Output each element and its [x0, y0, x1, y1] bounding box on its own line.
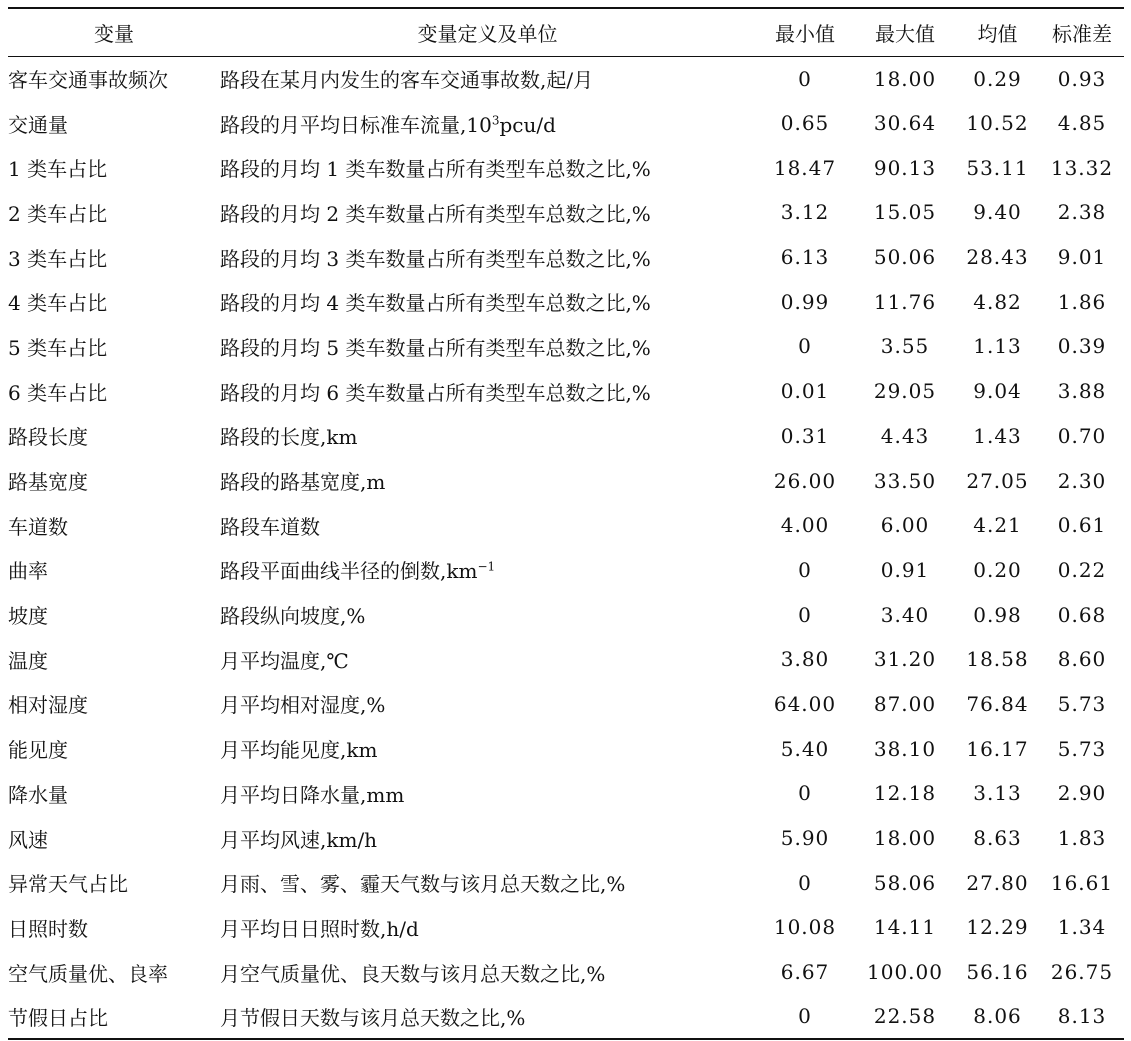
- cell-sd: 2.90: [1057, 781, 1107, 806]
- cell-max: 6.00: [880, 513, 930, 538]
- cell-variable: 空气质量优、良率: [8, 961, 168, 986]
- cell-max: 31.20: [873, 647, 937, 672]
- header-min: 最小值: [755, 8, 855, 56]
- table-row: [8, 950, 1124, 995]
- cell-sd: 5.73: [1057, 736, 1107, 761]
- cell-sd: 0.39: [1057, 334, 1107, 359]
- cell-variable: 4 类车占比: [8, 291, 108, 316]
- cell-mean: 1.13: [973, 334, 1022, 359]
- cell-definition: 路段的路基宽度,m: [220, 470, 386, 495]
- cell-sd: 1.86: [1057, 289, 1107, 314]
- cell-max: 14.11: [873, 915, 937, 940]
- cell-definition: 路段车道数: [220, 514, 320, 539]
- cell-variable: 路段长度: [8, 425, 88, 450]
- cell-sd: 9.01: [1057, 245, 1107, 270]
- cell-mean: 0.98: [973, 602, 1022, 627]
- table-row: [8, 324, 1124, 369]
- table-body: [8, 56, 1124, 1039]
- cell-mean: 16.17: [966, 736, 1029, 761]
- table-row: [8, 101, 1124, 146]
- cell-mean: 28.43: [966, 245, 1029, 270]
- cell-definition: 月平均相对湿度,%: [220, 693, 386, 718]
- cell-min: 10.08: [773, 915, 837, 940]
- table-row: [8, 592, 1124, 637]
- cell-max: 0.91: [880, 557, 930, 582]
- cell-variable: 交通量: [8, 112, 68, 137]
- table-row: [8, 369, 1124, 414]
- cell-variable: 能见度: [8, 738, 68, 763]
- cell-variable: 3 类车占比: [8, 246, 108, 271]
- cell-min: 3.80: [780, 647, 830, 672]
- cell-sd: 4.85: [1057, 111, 1107, 136]
- cell-definition: 月平均日降水量,mm: [220, 782, 405, 807]
- cell-mean: 8.63: [973, 826, 1022, 851]
- cell-max: 90.13: [873, 155, 937, 180]
- cell-variable: 温度: [8, 648, 48, 673]
- cell-max: 38.10: [873, 736, 937, 761]
- cell-max: 12.18: [873, 781, 937, 806]
- cell-variable: 降水量: [8, 782, 68, 807]
- cell-max: 87.00: [873, 691, 937, 716]
- cell-definition: 路段纵向坡度,%: [220, 604, 366, 629]
- cell-max: 30.64: [873, 111, 937, 136]
- table-row: [8, 905, 1124, 950]
- cell-min: 0: [798, 557, 812, 582]
- table-row: [8, 637, 1124, 682]
- cell-definition: 月雨、雪、雾、霾天气数与该月总天数之比,%: [220, 872, 626, 897]
- definition-text: 路段的月平均日标准车流量,10: [220, 112, 492, 137]
- cell-sd: 0.22: [1057, 557, 1107, 582]
- cell-sd: 3.88: [1057, 379, 1107, 404]
- table-row: [8, 56, 1124, 101]
- cell-mean: 4.82: [973, 289, 1022, 314]
- table-row: [8, 771, 1124, 816]
- definition-superscript: −1: [477, 559, 496, 574]
- table-row: [8, 414, 1124, 459]
- statistics-table: [8, 7, 1124, 1040]
- cell-mean: 1.43: [973, 423, 1022, 448]
- cell-min: 0: [798, 870, 812, 895]
- cell-variable: 6 类车占比: [8, 380, 108, 405]
- cell-mean: 0.20: [973, 557, 1022, 582]
- cell-min: 3.12: [780, 200, 830, 225]
- cell-sd: 5.73: [1057, 691, 1107, 716]
- cell-mean: 56.16: [966, 960, 1029, 985]
- cell-mean: 4.21: [973, 513, 1022, 538]
- cell-sd: 0.61: [1057, 513, 1107, 538]
- cell-min: 0: [798, 602, 812, 627]
- cell-variable: 路基宽度: [8, 470, 88, 495]
- cell-variable: 5 类车占比: [8, 335, 108, 360]
- cell-mean: 27.05: [966, 468, 1029, 493]
- cell-sd: 26.75: [1050, 960, 1114, 985]
- cell-variable: 相对湿度: [8, 693, 88, 718]
- cell-sd: 1.83: [1057, 826, 1107, 851]
- cell-definition: 路段的月均 5 类车数量占所有类型车总数之比,%: [220, 335, 651, 360]
- cell-definition: 月平均温度,℃: [220, 648, 349, 673]
- cell-min: 64.00: [773, 691, 837, 716]
- cell-mean: 10.52: [966, 111, 1029, 136]
- cell-max: 22.58: [855, 994, 955, 1039]
- cell-max: 33.50: [873, 468, 937, 493]
- header-mean: 均值: [955, 8, 1040, 56]
- cell-mean: 0.29: [973, 66, 1022, 91]
- cell-variable: 坡度: [8, 604, 48, 629]
- table-row: [8, 145, 1124, 190]
- header-row: [8, 8, 1124, 56]
- cell-variable: 节假日占比: [8, 994, 220, 1039]
- cell-max: 18.00: [873, 66, 937, 91]
- table-row: [8, 816, 1124, 861]
- cell-sd: 13.32: [1050, 155, 1114, 180]
- cell-min: 0: [798, 334, 812, 359]
- table-row: [8, 994, 1124, 1039]
- table-row: [8, 503, 1124, 548]
- cell-definition: 路段的月均 6 类车数量占所有类型车总数之比,%: [220, 380, 651, 405]
- cell-max: 4.43: [880, 423, 930, 448]
- cell-mean: 18.58: [966, 647, 1029, 672]
- cell-min: 0: [798, 66, 812, 91]
- cell-min: 6.13: [780, 245, 830, 270]
- cell-min: 5.90: [780, 826, 830, 851]
- cell-variable: 曲率: [8, 559, 48, 584]
- cell-definition: 路段的月均 4 类车数量占所有类型车总数之比,%: [220, 291, 651, 316]
- cell-min: 0.31: [780, 423, 830, 448]
- cell-variable: 1 类车占比: [8, 157, 108, 182]
- cell-mean: 27.80: [966, 870, 1029, 895]
- cell-max: 18.00: [873, 826, 937, 851]
- cell-min: 6.67: [780, 960, 830, 985]
- cell-mean: 8.06: [955, 994, 1040, 1039]
- cell-definition: 月平均能见度,km: [220, 738, 378, 763]
- cell-definition: 路段的月均 2 类车数量占所有类型车总数之比,%: [220, 201, 651, 226]
- header-sd: 标准差: [1040, 8, 1124, 56]
- cell-mean: 9.40: [973, 200, 1022, 225]
- cell-max: 3.40: [880, 602, 930, 627]
- cell-definition: 路段在某月内发生的客车交通事故数,起/月: [220, 68, 594, 93]
- cell-definition: [220, 101, 755, 146]
- header-max: 最大值: [855, 8, 955, 56]
- cell-min: 26.00: [773, 468, 837, 493]
- cell-max: 50.06: [873, 245, 937, 270]
- cell-max: 58.06: [873, 870, 937, 895]
- cell-definition: 月节假日天数与该月总天数之比,%: [220, 994, 755, 1039]
- cell-max: 11.76: [873, 289, 937, 314]
- cell-definition: [220, 548, 755, 593]
- cell-mean: 9.04: [973, 379, 1022, 404]
- table-row: [8, 548, 1124, 593]
- cell-variable: 风速: [8, 827, 48, 852]
- cell-variable: 2 类车占比: [8, 201, 108, 226]
- cell-sd: 16.61: [1050, 870, 1114, 895]
- cell-definition: 月平均日日照时数,h/d: [220, 916, 419, 941]
- cell-sd: 8.60: [1057, 647, 1107, 672]
- cell-mean: 12.29: [966, 915, 1029, 940]
- cell-sd: 0.93: [1057, 66, 1107, 91]
- cell-mean: 76.84: [966, 691, 1029, 716]
- cell-definition: 路段的月均 1 类车数量占所有类型车总数之比,%: [220, 157, 651, 182]
- cell-min: 0: [798, 781, 812, 806]
- table-row: [8, 726, 1124, 771]
- header-definition: 变量定义及单位: [220, 8, 755, 56]
- table-row: [8, 279, 1124, 324]
- definition-text: 路段平面曲线半径的倒数,km: [220, 559, 478, 584]
- table-row: [8, 235, 1124, 280]
- cell-definition: 月空气质量优、良天数与该月总天数之比,%: [220, 961, 606, 986]
- cell-sd: 0.68: [1057, 602, 1107, 627]
- cell-min: 4.00: [780, 513, 830, 538]
- cell-min: 18.47: [773, 155, 837, 180]
- cell-sd: 1.34: [1057, 915, 1107, 940]
- cell-definition: 路段的月均 3 类车数量占所有类型车总数之比,%: [220, 246, 651, 271]
- cell-variable: 异常天气占比: [8, 872, 128, 897]
- table-row: [8, 190, 1124, 235]
- table-header: [8, 8, 1124, 56]
- cell-max: 3.55: [880, 334, 930, 359]
- cell-mean: 3.13: [973, 781, 1022, 806]
- header-variable: 变量: [8, 8, 220, 56]
- cell-min: 0.01: [780, 379, 830, 404]
- cell-sd: 2.30: [1057, 468, 1107, 493]
- cell-definition: 月平均风速,km/h: [220, 827, 378, 852]
- cell-variable: 车道数: [8, 514, 68, 539]
- definition-suffix: pcu/d: [499, 112, 556, 137]
- cell-variable: 客车交通事故频次: [8, 68, 168, 93]
- table-row: [8, 860, 1124, 905]
- cell-sd: 8.13: [1040, 994, 1124, 1039]
- cell-min: 5.40: [780, 736, 830, 761]
- cell-variable: 日照时数: [8, 916, 88, 941]
- cell-min: 0: [755, 994, 855, 1039]
- cell-definition: 路段的长度,km: [220, 425, 358, 450]
- cell-min: 0.99: [780, 289, 830, 314]
- definition-superscript: 3: [491, 112, 500, 127]
- cell-max: 29.05: [873, 379, 937, 404]
- cell-min: 0.65: [780, 111, 830, 136]
- cell-mean: 53.11: [966, 155, 1029, 180]
- table-row: [8, 682, 1124, 727]
- cell-max: 15.05: [873, 200, 937, 225]
- cell-max: 100.00: [867, 960, 943, 985]
- cell-sd: 0.70: [1057, 423, 1107, 448]
- table-row: [8, 458, 1124, 503]
- cell-sd: 2.38: [1057, 200, 1107, 225]
